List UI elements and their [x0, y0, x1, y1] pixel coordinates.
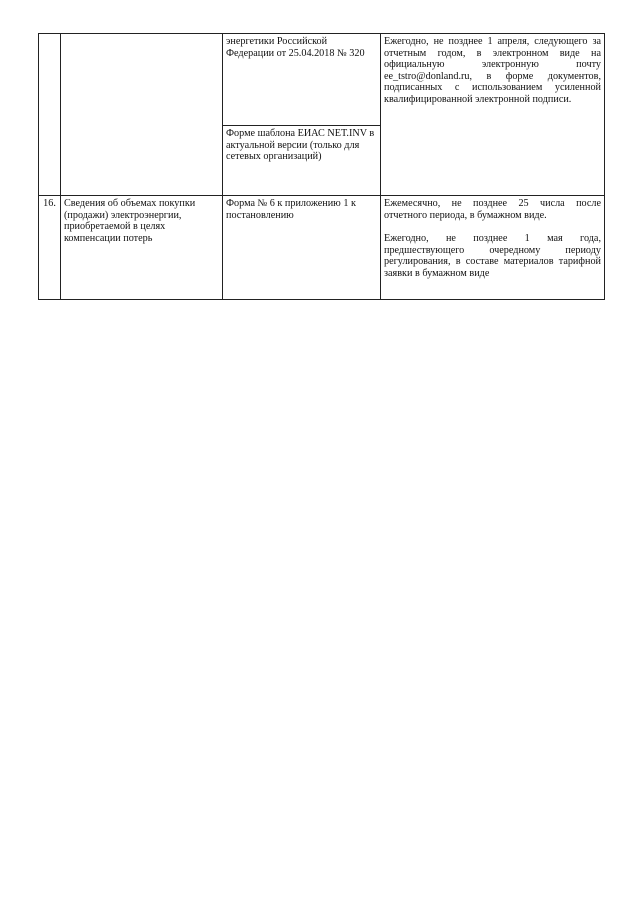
form-text: Форме шаблона ЕИАС NET.INV в актуальной версии (только для сетевых организаций) [226, 128, 375, 163]
form-text: Форма № 6 к приложению 1 к постановлению [226, 198, 356, 221]
deadline-text-yearly: Ежегодно, не позднее 1 мая года, предшествующего очередному периоду регулирования, в составе материалов тарифной заявки в бумажном виде [384, 233, 601, 279]
indicator-name-cell [61, 196, 223, 300]
deadline-cell [381, 34, 605, 196]
form-cell [223, 126, 381, 196]
form-cell [223, 34, 381, 126]
deadline-text-monthly: Ежемесячно, не позднее 25 числа после отчетного периода, в бумажном виде. [384, 198, 601, 221]
row-number-cell: 16. [39, 196, 61, 300]
table-row [39, 34, 605, 126]
deadline-cell [381, 196, 605, 300]
row-number-cell [39, 34, 61, 196]
form-cell [223, 196, 381, 300]
form-text: энергетики Российской Федерации от 25.04.2018 № 320 [226, 36, 365, 59]
indicator-name-cell [61, 34, 223, 196]
indicator-name-text: Сведения об объемах покупки (продажи) электроэнергии, приобретаемой в целях компенсации потерь [64, 198, 196, 244]
deadline-text: Ежегодно, не позднее 1 апреля, следующего за отчетным годом, в электронном виде на официальную электронную почту ee_tstro@donland.ru, в форме документов, подписанных с использованием усиленной квалифицированной электронной подписи. [384, 36, 601, 105]
table-row [39, 196, 605, 300]
reporting-requirements-table [38, 33, 605, 300]
